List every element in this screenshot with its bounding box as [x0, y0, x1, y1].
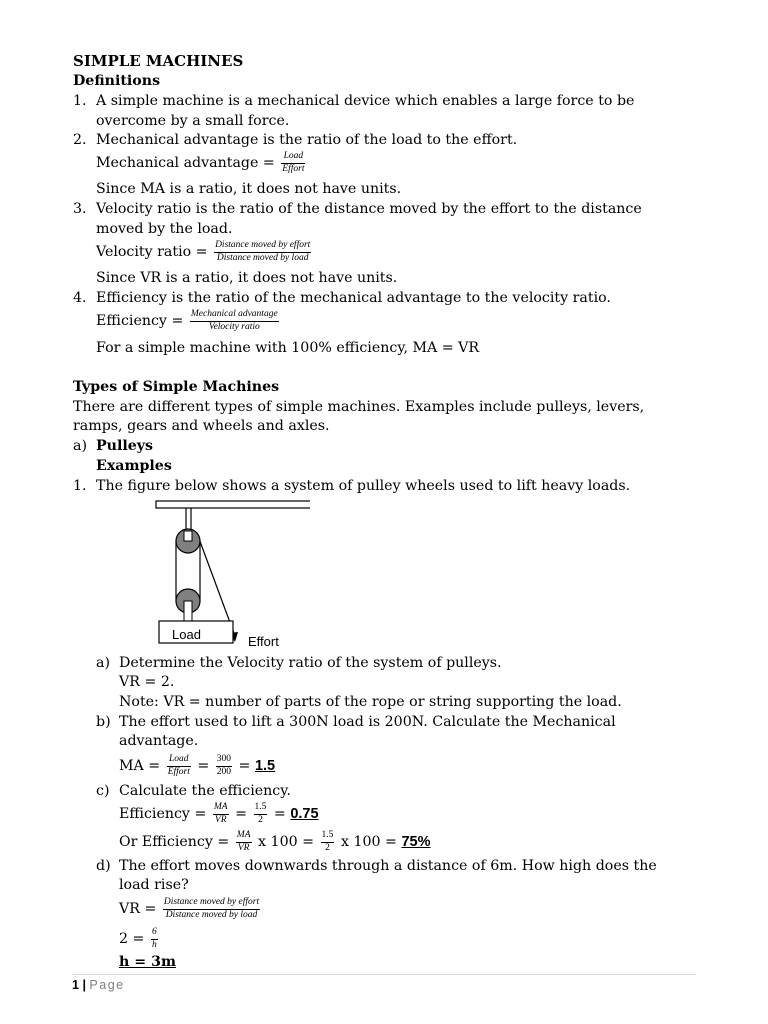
part-b-lhs: MA =: [119, 758, 161, 774]
part-b-equals-1: =: [197, 758, 210, 774]
pulleys-label: a): [73, 438, 87, 454]
part-c-result-percent: 75%: [401, 834, 431, 850]
def1-number: 1.: [73, 93, 87, 109]
part-c-question: Calculate the efficiency.: [119, 783, 291, 799]
part-b-label: b): [96, 714, 111, 730]
page-number: 1: [72, 978, 79, 992]
ma-fraction-numerator: Load: [281, 152, 305, 164]
vr-fraction: [214, 241, 311, 263]
page-title: SIMPLE MACHINES: [73, 52, 244, 70]
part-b-fraction-symbolic: [167, 755, 191, 777]
part-c-frac3-denominator: VR: [237, 842, 250, 853]
definitions-heading: Definitions: [73, 73, 161, 89]
part-d-frac1-numerator: Distance moved by effort: [163, 898, 260, 910]
part-d-label: d): [96, 858, 111, 874]
part-d-lhs-2: 2 =: [119, 931, 145, 947]
part-c-frac1-denominator: VR: [214, 814, 227, 825]
upper-pulley-axle: [184, 531, 192, 541]
page-word: Page: [89, 978, 125, 992]
ma-formula-lhs: Mechanical advantage =: [96, 155, 275, 171]
part-c-frac2-numerator: 1.5: [254, 803, 268, 815]
example1-number: 1.: [73, 478, 87, 494]
footer-divider: [72, 974, 696, 975]
load-label: Load: [172, 627, 201, 642]
part-a-label: a): [96, 655, 110, 671]
efficiency-formula: [96, 310, 281, 332]
part-d-fraction: [163, 898, 260, 920]
part-b-fraction-numeric: [216, 755, 232, 777]
vr-formula: [96, 241, 313, 263]
part-c-frac4-denominator: 2: [325, 842, 330, 853]
part-b-frac1-denominator: Effort: [167, 766, 190, 777]
types-line2: ramps, gears and wheels and axles.: [73, 418, 330, 434]
part-d-working-1: [119, 898, 262, 920]
efficiency-fraction-numerator: Mechanical advantage: [190, 310, 279, 322]
part-c-equals-1: =: [235, 806, 247, 822]
part-b-frac2-denominator: 200: [216, 766, 232, 777]
ma-formula: [96, 152, 307, 174]
part-d-question-line1: The effort moves downwards through a distance of 6m. How high does the: [119, 858, 657, 874]
part-d-fraction-2: [151, 928, 158, 950]
types-heading: Types of Simple Machines: [73, 379, 280, 395]
part-c-frac3-numerator: MA: [236, 831, 252, 843]
part-b-frac2-numerator: 300: [216, 755, 232, 767]
part-c-lhs: Efficiency =: [119, 806, 207, 822]
example1-text: The figure below shows a system of pulley wheels used to lift heavy loads.: [96, 478, 631, 494]
part-a-answer: VR = 2.: [119, 674, 175, 690]
part-c-times-100-2: x 100 =: [340, 834, 397, 850]
def3-line2: moved by the load.: [96, 221, 233, 237]
page-separator: |: [82, 978, 86, 992]
def4-line1: Efficiency is the ratio of the mechanical advantage to the velocity ratio.: [96, 290, 611, 306]
pulleys-heading: Pulleys: [96, 438, 154, 454]
def1-line1: A simple machine is a mechanical device which enables a large force to be: [96, 93, 635, 109]
efficiency-formula-lhs: Efficiency =: [96, 313, 184, 329]
part-b-frac1-numerator: Load: [167, 755, 191, 767]
def2-line1: Mechanical advantage is the ratio of the load to the effort.: [96, 132, 518, 148]
part-c-frac1-numerator: MA: [213, 803, 229, 815]
ceiling-beam: [156, 501, 310, 508]
def4-number: 4.: [73, 290, 87, 306]
effort-label: Effort: [248, 634, 279, 649]
efficiency-fraction: [190, 310, 279, 332]
part-b-result: 1.5: [254, 758, 276, 774]
part-d-frac2-denominator: h: [151, 939, 157, 950]
part-c-frac2-denominator: 2: [258, 814, 263, 825]
part-c-fraction-numeric-2: [321, 831, 335, 853]
part-b-equals-2: =: [238, 758, 251, 774]
def3-line1: Velocity ratio is the ratio of the distance moved by the effort to the distance: [96, 201, 642, 217]
part-d-result: h = 3m: [119, 954, 176, 970]
def1-line2: overcome by a small force.: [96, 113, 290, 129]
def3-note: Since VR is a ratio, it does not have units.: [96, 270, 398, 286]
part-c-fraction-symbolic: [213, 803, 229, 825]
ma-fraction: [281, 152, 305, 174]
def4-note: For a simple machine with 100% efficiency, MA = VR: [96, 340, 480, 356]
vr-fraction-denominator: Distance moved by load: [216, 252, 309, 263]
part-c-frac4-numerator: 1.5: [321, 831, 335, 843]
page-footer: [72, 978, 125, 992]
part-d-question-line2: load rise?: [119, 877, 189, 893]
def3-number: 3.: [73, 201, 87, 217]
part-d-working-2: [119, 928, 160, 950]
part-c-equals-2: =: [273, 806, 286, 822]
part-d-frac2-numerator: 6: [151, 928, 158, 940]
examples-heading: Examples: [96, 458, 172, 474]
part-b-working: [119, 755, 275, 777]
ma-fraction-denominator: Effort: [282, 163, 305, 174]
part-c-lhs-2: Or Efficiency =: [119, 834, 230, 850]
part-c-working-1: [119, 803, 319, 825]
part-b-question-line2: advantage.: [119, 733, 199, 749]
part-c-fraction-symbolic-2: [236, 831, 252, 853]
def2-note: Since MA is a ratio, it does not have units.: [96, 181, 402, 197]
types-line1: There are different types of simple machines. Examples include pulleys, levers,: [73, 399, 645, 415]
def2-number: 2.: [73, 132, 87, 148]
part-a-note: Note: VR = number of parts of the rope or string supporting the load.: [119, 694, 622, 710]
part-c-times-100-1: x 100 =: [258, 834, 315, 850]
lower-pulley-hook: [184, 601, 192, 621]
vr-fraction-numerator: Distance moved by effort: [214, 241, 311, 253]
part-c-working-2: [119, 831, 430, 853]
part-b-question-line1: The effort used to lift a 300N load is 200N. Calculate the Mechanical: [119, 714, 616, 730]
part-c-label: c): [96, 783, 110, 799]
vr-formula-lhs: Velocity ratio =: [96, 244, 208, 260]
part-d-lhs: VR =: [119, 901, 157, 917]
part-a-question: Determine the Velocity ratio of the system of pulleys.: [119, 655, 502, 671]
part-c-result: 0.75: [290, 806, 319, 822]
part-c-fraction-numeric: [254, 803, 268, 825]
efficiency-fraction-denominator: Velocity ratio: [208, 321, 260, 332]
part-d-frac1-denominator: Distance moved by load: [165, 909, 258, 920]
